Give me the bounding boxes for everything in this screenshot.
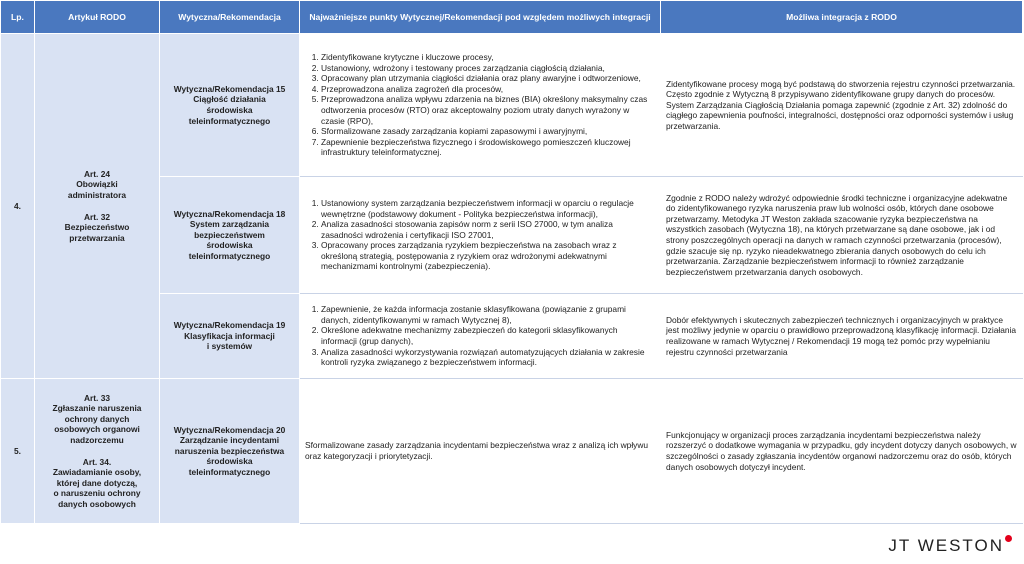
- rodo-integration-cell: Zidentyfikowane procesy mogą być podstawą do stworzenia rejestru czynności przetwarzania. Często zgodnie z Wytyczną 8 przypisywano zidentyfikowane grupy danych do procesów. System Zarządzania Ciągłością Działania pomaga zapewnić (zgodnie z Art. 32) zdolność do ciągłego zapewnienia poufności, integralności, dostępności oraz odporności systemów i usług przetwarzania.: [661, 34, 1023, 177]
- rodo-integration-cell: Funkcjonujący w organizacji proces zarządzania incydentami bezpieczeństwa należy rozszerzyć o dodatkowe wymagania w przypadku, gdy incydent dotyczy danych osobowych, w szczególności o zasady zgłaszania incydentów organowi nadzorczemu oraz do osób, których danych osobowych dotyczył incydent.: [661, 379, 1023, 524]
- list-item: 4. Przeprowadzona analiza zagrożeń dla procesów,: [321, 84, 655, 95]
- list-item: 7. Zapewnienie bezpieczeństwa fizycznego i środowiskowego pomieszczeń kluczowej infrastruktury teleinformatycznej.: [321, 137, 655, 158]
- header-artykul: Artykuł RODO: [35, 1, 160, 34]
- article-cell: Art. 33 Zgłaszanie naruszenia ochrony danych osobowych organowi nadzorczemu Art. 34. Zawiadamianie osoby, której dane dotyczą, o naruszeniu ochrony danych osobowych: [35, 379, 160, 524]
- key-points-cell: [300, 177, 661, 294]
- list-item: 5. Przeprowadzona analiza wpływu zdarzenia na biznes (BIA) określony maksymalny czas odtworzenia procesów (RTO) oraz akceptowalny poziom utraty danych wyrażony w czasie (RPO),: [321, 94, 655, 126]
- list-item: 1. Zidentyfikowane krytyczne i kluczowe procesy,: [321, 52, 655, 63]
- list-item: 3. Analiza zasadności wykorzystywania rozwiązań automatyzujących działania w zakresie kontroli ryzyka związanego z bezpieczeństwem informacji.: [321, 347, 655, 368]
- header-integracja: Możliwa integracja z RODO: [661, 1, 1023, 34]
- key-points-list: [305, 304, 655, 368]
- header-row: [1, 1, 1023, 34]
- list-item: 3. Opracowany plan utrzymania ciągłości działania oraz plany awaryjne i odtworzeniowe,: [321, 73, 655, 84]
- key-points-cell: Sformalizowane zasady zarządzania incydentami bezpieczeństwa wraz z analizą ich wpływu oraz kategoryzacji i priorytetyzacji.: [300, 379, 661, 524]
- header-punkty: Najważniejsze punkty Wytycznej/Rekomendacji pod względem możliwych integracji: [300, 1, 661, 34]
- list-item: 6. Sformalizowane zasady zarządzania kopiami zapasowymi i awaryjnymi,: [321, 126, 655, 137]
- row-number: 5.: [1, 379, 35, 524]
- guideline-cell: Wytyczna/Rekomendacja 18 System zarządzania bezpieczeństwem środowiska teleinformatycznego: [160, 177, 300, 294]
- list-item: 2. Ustanowiony, wdrożony i testowany proces zarządzania ciągłością działania,: [321, 63, 655, 74]
- list-item: 3. Opracowany proces zarządzania ryzykiem bezpieczeństwa na zasobach wraz z określoną strategią, postępowania z ryzykiem oraz wdrożonymi adekwatnymi mechanizmami kontrolnymi (zabezpieczenia).: [321, 240, 655, 272]
- rodo-integration-cell: Dobór efektywnych i skutecznych zabezpieczeń technicznych i organizacyjnych w praktyce jest możliwy jedynie w oparciu o prawidłowo przeprowadzoną klasyfikację informacji. Działania realizowane w ramach Wytycznej / Rekomendacji 19 mogą też pomóc przy wypełnianiu rejestru czynności przetwarzania: [661, 294, 1023, 379]
- key-points-list: [305, 198, 655, 272]
- list-item: 2. Analiza zasadności stosowania zapisów norm z serii ISO 27000, w tym analiza zasadności wdrożenia i certyfikacji ISO 27001,: [321, 219, 655, 240]
- key-points-cell: [300, 294, 661, 379]
- list-item: 1. Zapewnienie, że każda informacja zostanie sklasyfikowana (powiązanie z grupami danych, zidentyfikowanymi w ramach Wytycznej 8),: [321, 304, 655, 325]
- key-points-cell: [300, 34, 661, 177]
- logo-dot-icon: [1005, 535, 1012, 542]
- table-row: [1, 34, 1023, 177]
- list-item: 2. Określone adekwatne mechanizmy zabezpieczeń do kategorii sklasyfikowanych informacji (grup danych),: [321, 325, 655, 346]
- article-cell: Art. 24 Obowiązki administratora Art. 32 Bezpieczeństwo przetwarzania: [35, 34, 160, 379]
- logo-text: JT WESTON: [888, 536, 1004, 555]
- row-number: 4.: [1, 34, 35, 379]
- rodo-integration-cell: Zgodnie z RODO należy wdrożyć odpowiednie środki techniczne i organizacyjne adekwatne do zidentyfikowanego ryzyka naruszenia praw lub wolności osób, których dane osobowe przetwarzamy. Metodyka JT Weston zakłada szacowanie ryzyka bezpieczeństwa na wszystkich zasobach (Wytyczna 18), na których przetwarzane są dane osobowe, jak i od strony poszczególnych operacji na danych w ramach czynności przetwarzania (procesów), gdzie szacuje się np. ryzyko nieadekwatnego zbierania danych osobowych do celu ich przetwarzania. Zarządzanie bezpieczeństwem informacji to również zarządzanie bezpieczeństwem przetwarzania danych osobowych.: [661, 177, 1023, 294]
- guideline-cell: Wytyczna/Rekomendacja 15 Ciągłość działania środowiska teleinformatycznego: [160, 34, 300, 177]
- header-lp: Lp.: [1, 1, 35, 34]
- list-item: 1. Ustanowiony system zarządzania bezpieczeństwem informacji w oparciu o regulacje wewnętrzne (podstawowy dokument - Polityka bezpieczeństwa informacji),: [321, 198, 655, 219]
- header-wytyczna: Wytyczna/Rekomendacja: [160, 1, 300, 34]
- guideline-cell: Wytyczna/Rekomendacja 20 Zarządzanie incydentami naruszenia bezpieczeństwa środowiska teleinformatycznego: [160, 379, 300, 524]
- jt-weston-logo: [888, 536, 1012, 556]
- key-points-list: [305, 52, 655, 158]
- guideline-cell: Wytyczna/Rekomendacja 19 Klasyfikacja informacji i systemów: [160, 294, 300, 379]
- table-row: [1, 379, 1023, 524]
